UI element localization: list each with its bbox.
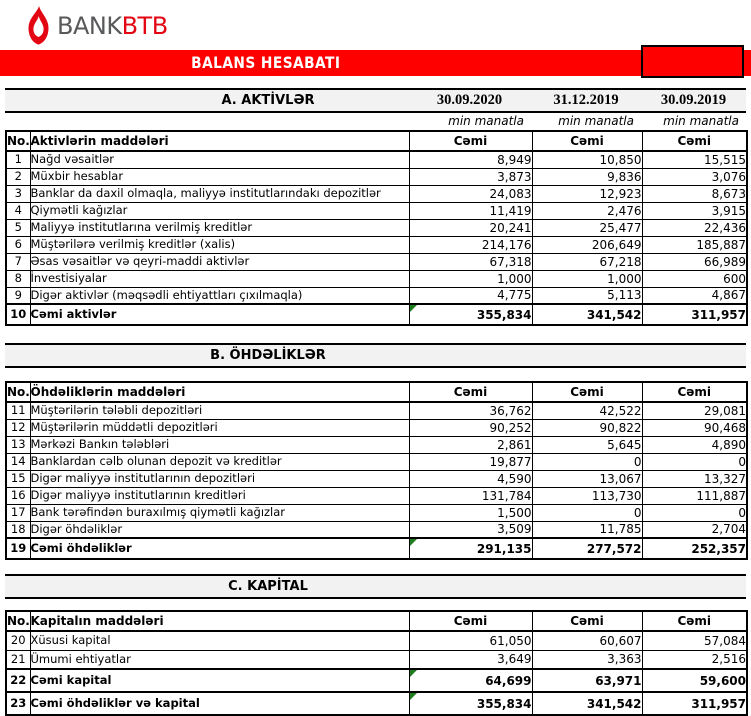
table-row [6,402,747,419]
row-value-3: 311,957 [642,304,747,325]
row-label: Digər aktivlər (məqsədli ehtiyattları çıxılmaqla) [30,287,409,304]
col-header-items: Öhdəliklərin maddələri [30,382,409,402]
row-value-2: 341,542 [532,304,642,325]
row-value-2: 90,822 [532,419,642,436]
row-value-2: 11,785 [532,521,642,538]
row-value-2: 13,067 [532,470,642,487]
flame-icon [27,6,50,46]
table-row [6,650,747,669]
row-value-1: 67,318 [409,253,532,270]
row-label: İnvestisiyalar [30,270,409,287]
row-value-2: 63,971 [532,669,642,692]
row-value-1: 90,252 [409,419,532,436]
title-bar-corner-box [641,45,744,78]
section-c-header [5,574,746,599]
table-row [6,453,747,470]
row-label: Digər öhdəliklər [30,521,409,538]
row-value-3: 185,887 [642,236,747,253]
row-number: 3 [6,185,30,202]
row-number: 2 [6,168,30,185]
section-c-title: C. KAPİTAL [228,579,308,594]
table-row [6,236,747,253]
row-label: Maliyyə institutlarına verilmiş kreditlər [30,219,409,236]
row-value-2: 277,572 [532,538,642,559]
row-value-3: 311,957 [642,692,747,715]
page-title: BALANS HESABATI [190,53,341,72]
row-value-2: 2,476 [532,202,642,219]
row-number: 20 [6,631,30,650]
assets-table-header-row [6,131,747,151]
section-b-header [5,343,746,368]
assets-table [5,130,748,326]
col-header-no: No. [6,131,30,151]
row-number: 19 [6,538,30,559]
row-value-2: 341,542 [532,692,642,715]
tables-area [5,88,746,716]
col-header-total-2: Cəmi [532,131,642,151]
col-header-total-2: Cəmi [532,611,642,631]
col-header-total-1: Cəmi [409,382,532,402]
table-row [6,219,747,236]
row-value-3: 4,890 [642,436,747,453]
table-row [6,270,747,287]
liabilities-table-header-row [6,382,747,402]
row-value-2: 113,730 [532,487,642,504]
logo-word-bank: BANK [57,12,122,40]
row-value-2: 12,923 [532,185,642,202]
col-header-items: Kapitalın maddələri [30,611,409,631]
row-number: 14 [6,453,30,470]
row-value-1: 4,590 [409,470,532,487]
row-value-3: 29,081 [642,402,747,419]
row-label: Cəmi öhdəliklər və kapital [30,692,409,715]
row-number: 22 [6,669,30,692]
row-value-1: 19,877 [409,453,532,470]
col-header-total-3: Cəmi [642,382,747,402]
row-number: 8 [6,270,30,287]
row-label: Ümumi ehtiyatlar [30,650,409,669]
table-row [6,168,747,185]
units-row [5,113,746,130]
table-row [6,487,747,504]
table-row [6,631,747,650]
row-number: 6 [6,236,30,253]
row-label: Əsas vəsaitlər və qeyri-maddi aktivlər [30,253,409,270]
capital-table-header-row [6,611,747,631]
row-value-1: 4,775 [409,287,532,304]
row-value-3: 600 [642,270,747,287]
row-label: Cəmi öhdəliklər [30,538,409,559]
row-number: 11 [6,402,30,419]
date-column-2: 31.12.2019 [553,92,619,108]
row-value-1: 355,834 [409,304,532,325]
row-value-1: 3,509 [409,521,532,538]
row-value-2: 5,645 [532,436,642,453]
row-value-1: 2,861 [409,436,532,453]
row-number: 5 [6,219,30,236]
row-value-3: 59,600 [642,669,747,692]
row-value-1: 214,176 [409,236,532,253]
row-value-1: 24,083 [409,185,532,202]
col-header-total-1: Cəmi [409,611,532,631]
spacer [5,368,746,381]
row-value-2: 42,522 [532,402,642,419]
unit-label: min manatla [558,114,634,128]
row-label: Mərkəzi Bankın tələbləri [30,436,409,453]
row-number: 21 [6,650,30,669]
table-row [6,521,747,538]
row-value-3: 4,867 [642,287,747,304]
row-value-1: 8,949 [409,151,532,168]
row-value-2: 206,649 [532,236,642,253]
row-value-2: 0 [532,504,642,521]
row-label: Banklardan cəlb olunan depozit və kreditlər [30,453,409,470]
row-label: Digər maliyyə institutlarının depozitləri [30,470,409,487]
row-value-1: 355,834 [409,692,532,715]
row-value-3: 22,436 [642,219,747,236]
row-number: 9 [6,287,30,304]
table-row [6,185,747,202]
col-header-no: No. [6,382,30,402]
col-header-total-2: Cəmi [532,382,642,402]
row-value-1: 1,500 [409,504,532,521]
row-value-3: 15,515 [642,151,747,168]
row-value-1: 61,050 [409,631,532,650]
row-number: 1 [6,151,30,168]
row-value-3: 3,915 [642,202,747,219]
row-number: 13 [6,436,30,453]
row-value-3: 0 [642,504,747,521]
row-label: Müştərilərə verilmiş kreditlər (xalis) [30,236,409,253]
col-header-total-3: Cəmi [642,611,747,631]
table-row [6,287,747,304]
row-value-3: 2,704 [642,521,747,538]
row-label: Xüsusi kapital [30,631,409,650]
liabilities-table [5,381,748,560]
table-row [6,202,747,219]
row-value-3: 3,076 [642,168,747,185]
row-number: 16 [6,487,30,504]
table-row [6,304,747,325]
row-value-2: 67,218 [532,253,642,270]
row-value-1: 131,784 [409,487,532,504]
row-label: Müştərilərin müddətli depozitləri [30,419,409,436]
row-label: Digər maliyyə institutlarının kreditləri [30,487,409,504]
row-value-1: 11,419 [409,202,532,219]
logo-word-btb: BTB [121,12,168,40]
row-number: 12 [6,419,30,436]
row-value-3: 0 [642,453,747,470]
bank-logo-text [57,14,168,38]
table-row [6,436,747,453]
table-row [6,253,747,270]
row-value-3: 2,516 [642,650,747,669]
row-value-1: 291,135 [409,538,532,559]
unit-label: min manatla [663,114,739,128]
row-label: Banklar da daxil olmaqla, maliyyə institutlarındakı depozitlər [30,185,409,202]
row-number: 17 [6,504,30,521]
section-a-header [5,88,746,113]
row-value-1: 1,000 [409,270,532,287]
col-header-total-3: Cəmi [642,131,747,151]
row-value-3: 111,887 [642,487,747,504]
section-a-title: A. AKTİVLƏR [221,93,315,108]
row-value-3: 90,468 [642,419,747,436]
row-label: Bank tərəfindən buraxılmış qiymətli kağızlar [30,504,409,521]
table-row [6,504,747,521]
row-value-3: 13,327 [642,470,747,487]
row-value-2: 9,836 [532,168,642,185]
table-row [6,470,747,487]
col-header-items: Aktivlərin maddələri [30,131,409,151]
row-number: 15 [6,470,30,487]
table-row [6,151,747,168]
row-value-2: 10,850 [532,151,642,168]
row-value-2: 25,477 [532,219,642,236]
row-number: 23 [6,692,30,715]
row-value-3: 8,673 [642,185,747,202]
row-number: 7 [6,253,30,270]
capital-table [5,610,748,716]
table-row [6,692,747,715]
row-value-1: 64,699 [409,669,532,692]
date-column-1: 30.09.2020 [436,92,503,108]
bank-logo [27,6,168,46]
row-number: 4 [6,202,30,219]
row-value-2: 60,607 [532,631,642,650]
row-value-2: 1,000 [532,270,642,287]
row-number: 10 [6,304,30,325]
row-label: Nağd vəsaitlər [30,151,409,168]
row-value-1: 20,241 [409,219,532,236]
row-label: Cəmi aktivlər [30,304,409,325]
col-header-no: No. [6,611,30,631]
row-label: Müştərilərin tələbli depozitləri [30,402,409,419]
row-value-2: 3,363 [532,650,642,669]
table-row [6,419,747,436]
spacer [5,599,746,610]
section-b-title: B. ÖHDƏLİKLƏR [210,348,326,363]
row-value-2: 0 [532,453,642,470]
table-row [6,538,747,559]
row-value-2: 5,113 [532,287,642,304]
row-value-3: 57,084 [642,631,747,650]
row-value-3: 252,357 [642,538,747,559]
row-value-1: 3,873 [409,168,532,185]
row-value-1: 3,649 [409,650,532,669]
col-header-total-1: Cəmi [409,131,532,151]
unit-label: min manatla [448,114,524,128]
table-row [6,669,747,692]
row-label: Cəmi kapital [30,669,409,692]
row-label: Qiymətli kağızlar [30,202,409,219]
row-label: Müxbir hesablar [30,168,409,185]
row-value-3: 66,989 [642,253,747,270]
row-value-1: 36,762 [409,402,532,419]
date-column-3: 30.09.2019 [660,92,727,108]
row-number: 18 [6,521,30,538]
title-bar [0,50,751,76]
